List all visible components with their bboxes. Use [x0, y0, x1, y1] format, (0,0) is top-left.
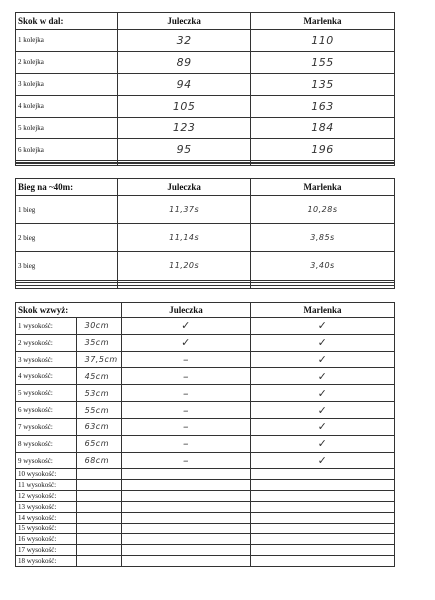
juleczka-result: 94: [118, 73, 251, 95]
marlenka-column-header: Marlenka: [250, 303, 394, 318]
juleczka-mark: [122, 545, 251, 556]
row-label: 4 wysokość:: [16, 368, 77, 385]
long-jump-header-row: [16, 13, 395, 30]
row-label: 3 wysokość:: [16, 351, 77, 368]
table-row: [16, 334, 395, 351]
marlenka-mark: ✓: [250, 385, 394, 402]
long-jump-title: Skok w dal:: [16, 13, 118, 30]
row-label: 12 wysokość:: [16, 491, 77, 502]
row-label: 2 wysokość:: [16, 334, 77, 351]
juleczka-mark: –: [122, 351, 251, 368]
table-row: [16, 95, 395, 117]
marlenka-result: 155: [250, 51, 394, 73]
table-row: [16, 385, 395, 402]
juleczka-mark: –: [122, 452, 251, 469]
height-value: 68cm: [76, 452, 121, 469]
table-row: [16, 73, 395, 95]
juleczka-result: [118, 164, 251, 166]
juleczka-column-header: Juleczka: [118, 13, 251, 30]
juleczka-mark: –: [122, 402, 251, 419]
row-label: 11 wysokość:: [16, 480, 77, 491]
marlenka-result: 184: [250, 117, 394, 139]
row-label: 15 wysokość:: [16, 523, 77, 534]
height-value: [76, 501, 121, 512]
table-row: [16, 286, 395, 289]
height-value: 45cm: [76, 368, 121, 385]
table-row: [16, 139, 395, 161]
row-label: 1 kolejka: [16, 30, 118, 52]
marlenka-result: 135: [250, 73, 394, 95]
row-label: 13 wysokość:: [16, 501, 77, 512]
table-row: [16, 555, 395, 566]
row-label: 2 bieg: [16, 224, 118, 252]
high-jump-title: Skok wzwyż:: [16, 303, 122, 318]
marlenka-mark: ✓: [250, 351, 394, 368]
table-row: [16, 318, 395, 335]
row-label: 7 wysokość:: [16, 418, 77, 435]
juleczka-column-header: Juleczka: [122, 303, 251, 318]
juleczka-mark: –: [122, 368, 251, 385]
run-title: Bieg na ~40m:: [16, 179, 118, 196]
juleczka-mark: ✓: [122, 318, 251, 335]
table-row: [16, 252, 395, 280]
row-label: 1 wysokość:: [16, 318, 77, 335]
marlenka-mark: [250, 491, 394, 502]
row-label: 3 bieg: [16, 252, 118, 280]
marlenka-result: 110: [250, 30, 394, 52]
juleczka-mark: [122, 512, 251, 523]
table-row: [16, 501, 395, 512]
row-label: [16, 164, 118, 166]
run-table: [15, 178, 395, 289]
juleczka-mark: [122, 555, 251, 566]
row-label: 6 wysokość:: [16, 402, 77, 419]
row-label: 17 wysokość:: [16, 545, 77, 556]
long-jump-table: [15, 12, 395, 166]
row-label: 4 kolejka: [16, 95, 118, 117]
marlenka-mark: ✓: [250, 368, 394, 385]
table-row: [16, 435, 395, 452]
run-header-row: [16, 179, 395, 196]
marlenka-mark: ✓: [250, 334, 394, 351]
table-row: [16, 351, 395, 368]
table-row: [16, 164, 395, 166]
table-row: [16, 224, 395, 252]
table-row: [16, 534, 395, 545]
marlenka-mark: ✓: [250, 318, 394, 335]
row-label: 6 kolejka: [16, 139, 118, 161]
table-row: [16, 51, 395, 73]
juleczka-result: 95: [118, 139, 251, 161]
height-value: [76, 523, 121, 534]
juleczka-time: 11,37s: [118, 196, 251, 224]
table-row: [16, 491, 395, 502]
height-value: 53cm: [76, 385, 121, 402]
height-value: [76, 555, 121, 566]
juleczka-result: 89: [118, 51, 251, 73]
juleczka-column-header: Juleczka: [118, 179, 251, 196]
juleczka-result: 123: [118, 117, 251, 139]
marlenka-mark: [250, 523, 394, 534]
height-value: 35cm: [76, 334, 121, 351]
height-value: [76, 491, 121, 502]
row-label: 8 wysokość:: [16, 435, 77, 452]
juleczka-mark: [122, 534, 251, 545]
height-value: [76, 534, 121, 545]
juleczka-time: 11,20s: [118, 252, 251, 280]
marlenka-column-header: Marlenka: [250, 13, 394, 30]
table-row: [16, 117, 395, 139]
row-label: 1 bieg: [16, 196, 118, 224]
row-label: 5 wysokość:: [16, 385, 77, 402]
row-label: 18 wysokość:: [16, 555, 77, 566]
marlenka-mark: ✓: [250, 402, 394, 419]
marlenka-mark: [250, 555, 394, 566]
juleczka-mark: [122, 491, 251, 502]
marlenka-mark: ✓: [250, 452, 394, 469]
marlenka-mark: [250, 534, 394, 545]
juleczka-mark: [122, 523, 251, 534]
marlenka-time: 3,85s: [250, 224, 394, 252]
height-value: 37,5cm: [76, 351, 121, 368]
row-label: 5 kolejka: [16, 117, 118, 139]
table-row: [16, 523, 395, 534]
row-label: 14 wysokość:: [16, 512, 77, 523]
height-value: [76, 545, 121, 556]
high-jump-header-row: [16, 303, 395, 318]
table-row: [16, 196, 395, 224]
marlenka-result: 196: [250, 139, 394, 161]
table-row: [16, 30, 395, 52]
marlenka-result: 163: [250, 95, 394, 117]
juleczka-result: 105: [118, 95, 251, 117]
table-row: [16, 512, 395, 523]
juleczka-result: 32: [118, 30, 251, 52]
marlenka-result: [250, 164, 394, 166]
height-value: 55cm: [76, 402, 121, 419]
table-row: [16, 418, 395, 435]
row-label: 9 wysokość:: [16, 452, 77, 469]
marlenka-mark: [250, 469, 394, 480]
juleczka-mark: [122, 469, 251, 480]
height-value: [76, 512, 121, 523]
height-value: 65cm: [76, 435, 121, 452]
table-row: [16, 452, 395, 469]
juleczka-mark: –: [122, 418, 251, 435]
marlenka-mark: [250, 501, 394, 512]
row-label: [16, 286, 118, 289]
table-row: [16, 480, 395, 491]
juleczka-mark: ✓: [122, 334, 251, 351]
marlenka-mark: [250, 480, 394, 491]
marlenka-time: 3,40s: [250, 252, 394, 280]
height-value: 30cm: [76, 318, 121, 335]
table-row: [16, 545, 395, 556]
marlenka-column-header: Marlenka: [250, 179, 394, 196]
table-row: [16, 402, 395, 419]
height-value: [76, 480, 121, 491]
table-row: [16, 368, 395, 385]
marlenka-mark: ✓: [250, 435, 394, 452]
juleczka-mark: –: [122, 385, 251, 402]
juleczka-mark: [122, 480, 251, 491]
juleczka-time: 11,14s: [118, 224, 251, 252]
height-value: [76, 469, 121, 480]
juleczka-time: [118, 286, 251, 289]
height-value: 63cm: [76, 418, 121, 435]
row-label: 10 wysokość:: [16, 469, 77, 480]
juleczka-mark: [122, 501, 251, 512]
row-label: 16 wysokość:: [16, 534, 77, 545]
high-jump-table: [15, 302, 395, 567]
marlenka-mark: ✓: [250, 418, 394, 435]
juleczka-mark: –: [122, 435, 251, 452]
table-row: [16, 469, 395, 480]
row-label: 2 kolejka: [16, 51, 118, 73]
row-label: 3 kolejka: [16, 73, 118, 95]
marlenka-time: [250, 286, 394, 289]
marlenka-time: 10,28s: [250, 196, 394, 224]
marlenka-mark: [250, 512, 394, 523]
marlenka-mark: [250, 545, 394, 556]
